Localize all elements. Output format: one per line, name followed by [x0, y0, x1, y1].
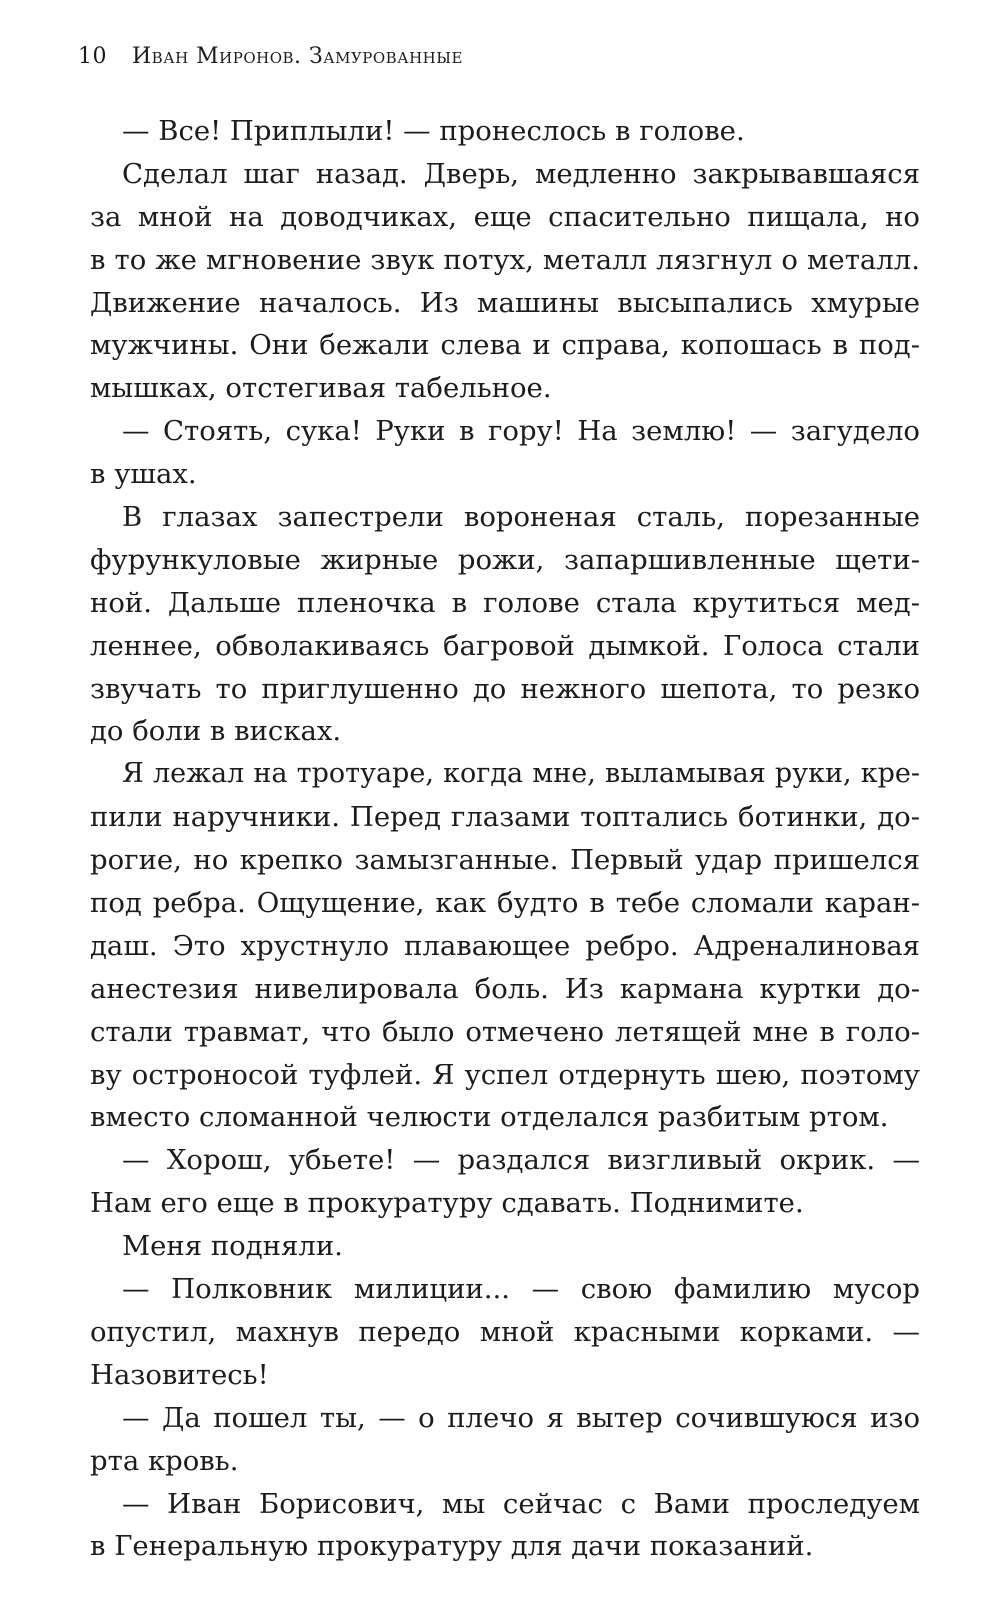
text-line: Я лежал на тротуаре, когда мне, выламывая руки, кре-: [122, 758, 920, 790]
text-line: анестезия нивелировала боль. Из кармана куртки до-: [90, 972, 920, 1005]
text-line: — Все! Приплыли! — пронеслось в голове.: [122, 115, 745, 147]
text-line: вместо сломанной челюсти отделался разбитым ртом.: [90, 1101, 889, 1134]
text-line: Меня подняли.: [122, 1230, 343, 1263]
text-line: даш. Это хрустнуло плавающее ребро. Адреналиновая: [90, 929, 920, 962]
text-line: Назовитесь!: [90, 1358, 269, 1391]
text-line: Сделал шаг назад. Дверь, медленно закрывавшаяся: [122, 157, 920, 190]
text-line: стали травмат, что было отмечено летящей мне в голо-: [90, 1015, 920, 1048]
text-line: ву остроносой туфлей. Я успел отдернуть шею, поэтому: [90, 1058, 920, 1091]
text-line: пили наручники. Перед глазами топтались ботинки, до-: [90, 801, 920, 834]
running-title: Иван Миронов. Замурованные: [132, 44, 463, 69]
text-line: за мной на доводчиках, еще спасительно пищала, но: [90, 200, 920, 233]
text-line: рта кровь.: [90, 1444, 239, 1477]
text-line: — Стоять, сука! Руки в гору! На землю! — загудело: [122, 415, 920, 448]
page-number: 10: [78, 44, 107, 69]
text-line: фурункуловые жирные рожи, запаршивленные щети-: [90, 543, 920, 576]
text-line: до боли в висках.: [90, 715, 342, 748]
text-line: под ребра. Ощущение, как будто в тебе сломали каран-: [90, 887, 920, 920]
text-line: мышках, отстегивая табельное.: [90, 372, 552, 405]
text-line: в ушах.: [90, 458, 197, 491]
text-line: мужчины. Они бежали слева и справа, копошась в под-: [90, 329, 920, 362]
text-line: леннее, обволакиваясь багровой дымкой. Голоса стали: [90, 629, 920, 662]
text-line: опустил, махнув передо мной красными корками. —: [90, 1315, 920, 1348]
text-line: В глазах запестрели вороненая сталь, порезанные: [122, 501, 920, 534]
text-line: в то же мгновение звук потух, металл лязгнул о металл.: [90, 243, 920, 276]
text-line: — Да пошел ты, — о плечо я вытер сочившуюся изо: [122, 1401, 920, 1434]
text-line: в Генеральную прокуратуру для дачи показаний.: [90, 1530, 814, 1563]
text-line: ной. Дальше пленочка в голове стала крутиться мед-: [90, 586, 920, 619]
text-line: — Полковник милиции... — свою фамилию мусор: [122, 1273, 920, 1306]
body-text: [90, 110, 920, 1568]
text-line: рогие, но крепко замызганные. Первый удар пришелся: [90, 844, 920, 877]
running-head: [78, 44, 463, 74]
text-line: Нам его еще в прокуратуру сдавать. Поднимите.: [90, 1187, 804, 1220]
text-line: звучать то приглушенно до нежного шепота, то резко: [90, 672, 920, 705]
text-line: — Иван Борисович, мы сейчас с Вами проследуем: [122, 1487, 920, 1520]
text-line: Движение началось. Из машины высыпались хмурые: [90, 286, 920, 319]
text-line: — Хорош, убьете! — раздался визгливый окрик. —: [122, 1144, 920, 1177]
